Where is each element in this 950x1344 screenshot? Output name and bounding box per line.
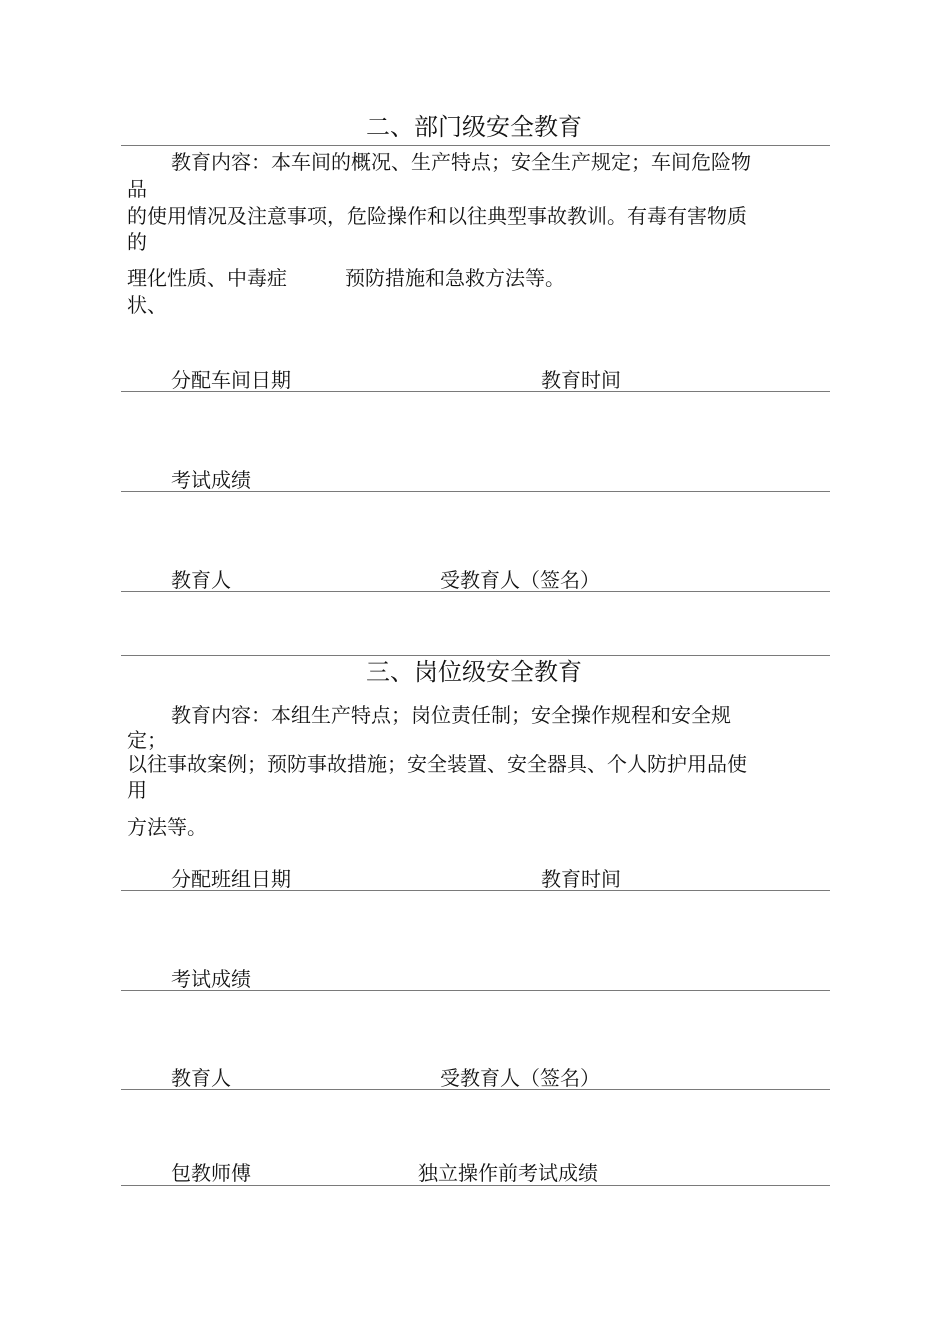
section2-educatee-label: 受教育人（签名） [440, 568, 600, 592]
section2-content-line2: 的使用情况及注意事项，危险操作和以往典型事故教训。有毒有害物质 [127, 204, 747, 228]
section3-content-line1-wrap: 定； [127, 728, 167, 752]
section2-edu-time-label: 教育时间 [541, 368, 621, 392]
section2-content-line2-wrap: 的 [127, 230, 147, 254]
section2-exam-score-label: 考试成绩 [171, 468, 251, 492]
section3-assign-date-label: 分配班组日期 [171, 867, 291, 891]
section3-content-line3: 方法等。 [127, 815, 207, 839]
section3-mentor-label: 包教师傅 [171, 1161, 251, 1185]
section3-content-line2: 以往事故案例；预防事故措施；安全装置、安全器具、个人防护用品使 [127, 752, 747, 776]
section3-educator-label: 教育人 [171, 1066, 231, 1090]
section2-content-line1: 教育内容：本车间的概况、生产特点；安全生产规定；车间危险物 [171, 150, 751, 174]
section3-content-line1: 教育内容：本组生产特点；岗位责任制；安全操作规程和安全规 [171, 703, 731, 727]
section2-signature-line [121, 591, 830, 592]
section2-educator-label: 教育人 [171, 568, 231, 592]
section2-content-line3a: 理化性质、中毒症 [127, 266, 287, 290]
section3-title: 三、岗位级安全教育 [366, 658, 582, 686]
section2-content-line1-wrap: 品 [127, 177, 147, 201]
section2-content-line3b: 预防措施和急救方法等。 [345, 266, 565, 290]
section2-title: 二、部门级安全教育 [366, 113, 582, 141]
section3-signature-line [121, 1089, 830, 1090]
section2-exam-score-line [121, 491, 830, 492]
section3-content-line2-wrap: 用 [127, 778, 147, 802]
section3-exam-score-line [121, 990, 830, 991]
section2-title-rule [121, 145, 830, 146]
section3-assign-date-line [121, 890, 830, 891]
section3-independent-exam-label: 独立操作前考试成绩 [418, 1161, 598, 1185]
section2-assign-date-label: 分配车间日期 [171, 368, 291, 392]
section2-content-line3a-wrap: 状、 [127, 293, 167, 317]
section2-assign-date-line [121, 391, 830, 392]
section3-educatee-label: 受教育人（签名） [440, 1066, 600, 1090]
section3-exam-score-label: 考试成绩 [171, 967, 251, 991]
section3-mentor-line [121, 1185, 830, 1186]
section3-top-rule [121, 655, 830, 656]
section3-edu-time-label: 教育时间 [541, 867, 621, 891]
